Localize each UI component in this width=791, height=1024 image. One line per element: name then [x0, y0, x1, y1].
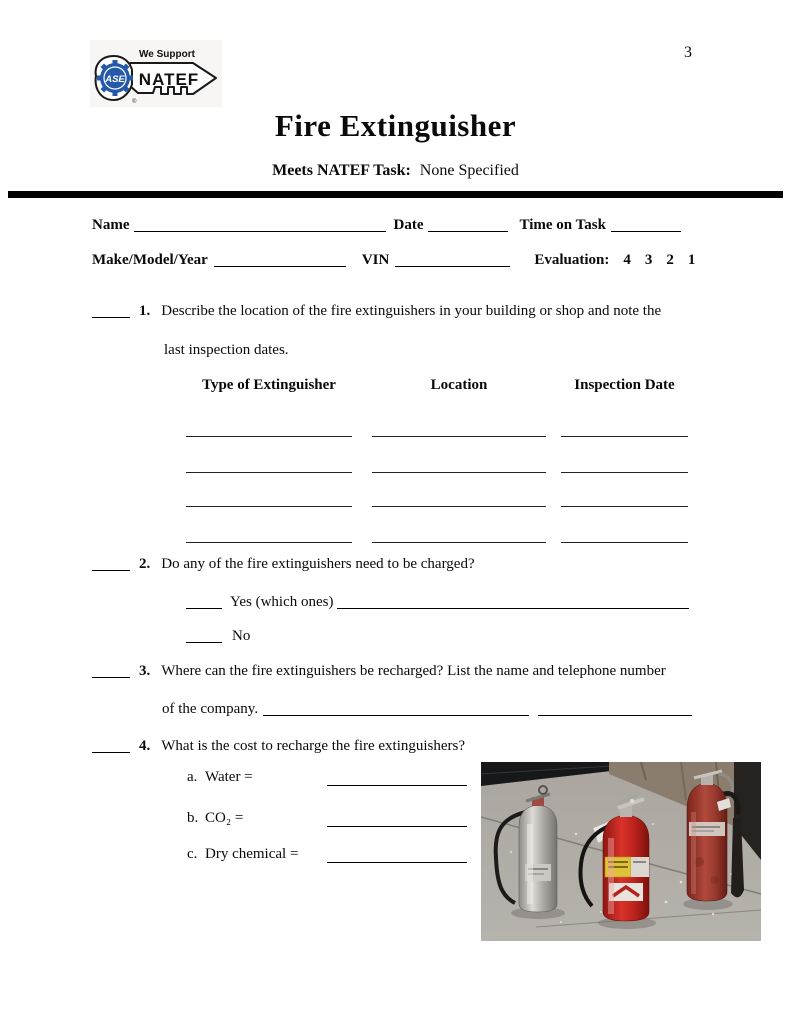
vin-label: VIN: [361, 252, 390, 268]
fire-extinguishers-photo-graphic: [481, 762, 761, 941]
question-2: [92, 556, 475, 573]
page-title: Fire Extinguisher: [274, 108, 517, 143]
q4-item-co2: [187, 810, 497, 830]
vin-field-line[interactable]: [395, 262, 510, 267]
task-value: None Specified: [419, 162, 519, 179]
q3-number: 3.: [139, 663, 151, 679]
fire-extinguishers-photo: [481, 762, 761, 941]
task-line: [0, 162, 791, 180]
ase-gear-icon: [97, 60, 133, 96]
q3-company-phone-line[interactable]: [538, 711, 692, 716]
table-row: [186, 461, 688, 478]
q1-grade-line[interactable]: [92, 313, 130, 318]
q4-water-cost-line[interactable]: [327, 769, 467, 786]
table-blank-line[interactable]: [372, 500, 546, 507]
q4-item-a-letter: a.: [187, 769, 198, 785]
q4-dry-chemical-cost-line[interactable]: [327, 846, 467, 863]
q2-yes-check-line[interactable]: [186, 604, 222, 609]
table-blank-line[interactable]: [186, 466, 352, 473]
table-blank-line[interactable]: [372, 536, 546, 543]
extinguisher-table-header: [186, 377, 688, 394]
logo-org-name: NATEF: [138, 70, 200, 89]
page-number: 3: [684, 44, 692, 61]
q4-item-water: [187, 769, 497, 789]
table-blank-line[interactable]: [186, 430, 352, 437]
q1-text-line2: last inspection dates.: [164, 342, 289, 358]
col-header-inspection-date: Inspection Date: [574, 377, 675, 393]
q4-item-b-label: CO₂ =: [205, 810, 244, 826]
table-blank-line[interactable]: [561, 466, 688, 473]
q1-text-line1: Describe the location of the fire extinguishers in your building or shop and note the: [161, 303, 662, 319]
task-label: Meets NATEF Task:: [272, 162, 411, 179]
evaluation-label: Evaluation:: [534, 252, 610, 268]
question-3: [92, 663, 666, 680]
q2-number: 2.: [139, 556, 151, 572]
ase-emblem-text: ASE: [105, 74, 125, 85]
q2-yes-row: [186, 594, 689, 611]
table-blank-line[interactable]: [372, 430, 546, 437]
natef-logo: [90, 40, 222, 107]
table-blank-line[interactable]: [186, 536, 352, 543]
q1-number: 1.: [139, 303, 151, 319]
col-header-type: Type of Extinguisher: [202, 377, 336, 393]
q4-number: 4.: [139, 738, 151, 754]
header-form-row-1: [92, 217, 681, 234]
q4-item-dry-chemical: [187, 846, 497, 866]
q3-company-name-line[interactable]: [263, 711, 529, 716]
q2-text: Do any of the fire extinguishers need to be charged?: [161, 556, 475, 572]
header-form-row-2: [92, 252, 695, 269]
q4-item-c-letter: c.: [187, 846, 198, 862]
header-divider-rule: [8, 191, 783, 198]
q4-text: What is the cost to recharge the fire extinguishers?: [161, 738, 466, 754]
evaluation-score-4[interactable]: 4: [623, 252, 631, 268]
logo-tagline: We Support: [139, 49, 195, 60]
table-row: [186, 495, 688, 512]
q2-no-label: No: [232, 628, 251, 644]
table-row: [186, 425, 688, 442]
q2-grade-line[interactable]: [92, 566, 130, 571]
time-on-task-field-line[interactable]: [611, 227, 681, 232]
make-model-year-field-line[interactable]: [214, 262, 346, 267]
question-1: [92, 303, 661, 359]
col-header-location: Location: [430, 377, 488, 393]
q3-company-row: [162, 701, 692, 718]
make-model-year-label: Make/Model/Year: [92, 252, 208, 268]
name-field-line[interactable]: [134, 227, 386, 232]
table-blank-line[interactable]: [561, 430, 688, 437]
table-blank-line[interactable]: [561, 500, 688, 507]
table-blank-line[interactable]: [186, 500, 352, 507]
evaluation-score-1[interactable]: 1: [687, 252, 696, 268]
table-row: [186, 531, 688, 548]
q2-no-row: [186, 628, 250, 645]
time-on-task-label: Time on Task: [519, 217, 606, 233]
table-blank-line[interactable]: [372, 466, 546, 473]
q4-co2-cost-line[interactable]: [327, 810, 467, 827]
date-field-line[interactable]: [428, 227, 508, 232]
q3-text-line2-prefix: of the company.: [162, 701, 259, 717]
name-label: Name: [92, 217, 130, 233]
table-blank-line[interactable]: [561, 536, 688, 543]
q2-yes-detail-line[interactable]: [337, 604, 689, 609]
date-label: Date: [393, 217, 424, 233]
q4-item-a-label: Water =: [205, 769, 253, 785]
q4-item-c-label: Dry chemical =: [205, 846, 299, 862]
natef-key-logo-graphic: [90, 40, 222, 107]
q3-text-line1: Where can the fire extinguishers be recharged? List the name and telephone number: [161, 663, 666, 679]
q2-yes-label: Yes (which ones): [230, 594, 334, 610]
evaluation-score-2[interactable]: 2: [666, 252, 674, 268]
evaluation-score-3[interactable]: 3: [644, 252, 653, 268]
question-4: [92, 738, 465, 755]
q4-grade-line[interactable]: [92, 748, 130, 753]
registered-mark: ®: [132, 99, 137, 105]
q2-no-check-line[interactable]: [186, 638, 222, 643]
q3-grade-line[interactable]: [92, 673, 130, 678]
q4-item-b-letter: b.: [187, 810, 199, 826]
